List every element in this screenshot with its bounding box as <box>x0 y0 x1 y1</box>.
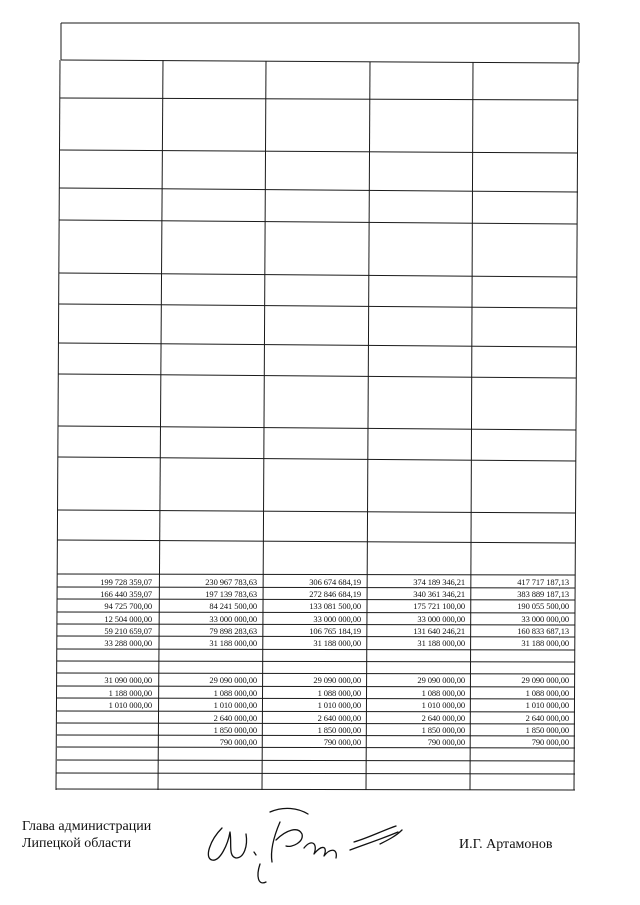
table-cell: 29 090 000,00 <box>521 675 569 685</box>
table-cell: 31 188 000,00 <box>209 638 257 648</box>
table-cell: 166 440 359,07 <box>100 589 152 599</box>
table-cell: 790 000,00 <box>531 737 569 747</box>
table-cell: 84 241 500,00 <box>209 601 257 611</box>
table-cell: 160 833 687,13 <box>517 626 569 636</box>
handwritten-signature <box>200 800 420 890</box>
table-cell: 1 088 000,00 <box>421 688 465 698</box>
table-cell: 1 188 000,00 <box>108 688 152 698</box>
table-cell: 1 010 000,00 <box>421 700 465 710</box>
table-cell: 94 725 700,00 <box>104 601 152 611</box>
table-cell: 12 504 000,00 <box>104 614 152 624</box>
table-cell: 230 967 783,63 <box>205 577 257 587</box>
table-cell: 1 850 000,00 <box>317 725 361 735</box>
table-cell: 59 210 659,07 <box>104 626 152 636</box>
table-cell: 79 898 283,63 <box>209 626 257 636</box>
signatory-name: И.Г. Артамонов <box>459 837 553 852</box>
table-cell: 340 361 346,21 <box>413 589 465 599</box>
table-cell: 1 010 000,00 <box>213 700 257 710</box>
table-cell: 272 846 684,19 <box>309 589 361 599</box>
signatory-title-line1: Глава администрации <box>22 819 152 834</box>
table-cell: 2 640 000,00 <box>317 713 361 723</box>
table-cell: 29 090 000,00 <box>209 675 257 685</box>
table-cell: 31 188 000,00 <box>417 638 465 648</box>
table-cell: 417 717 187,13 <box>517 577 569 587</box>
table-cell: 31 090 000,00 <box>104 675 152 685</box>
table-cell: 1 850 000,00 <box>213 725 257 735</box>
table-cell: 190 055 500,00 <box>517 601 569 611</box>
table-cell: 374 189 346,21 <box>413 577 465 587</box>
table-cell: 1 010 000,00 <box>525 700 569 710</box>
table-cell: 1 010 000,00 <box>317 700 361 710</box>
table-cell: 2 640 000,00 <box>525 713 569 723</box>
table-cell: 33 000 000,00 <box>417 614 465 624</box>
table-cell: 1 850 000,00 <box>421 725 465 735</box>
table-cell: 33 000 000,00 <box>209 614 257 624</box>
table-cell: 306 674 684,19 <box>309 577 361 587</box>
table-cell: 31 188 000,00 <box>521 638 569 648</box>
table-cell: 33 000 000,00 <box>521 614 569 624</box>
table-cell: 31 188 000,00 <box>313 638 361 648</box>
table-cell: 1 088 000,00 <box>213 688 257 698</box>
table-cell: 33 288 000,00 <box>104 638 152 648</box>
table-cell: 383 889 187,13 <box>517 589 569 599</box>
table-cell: 1 088 000,00 <box>317 688 361 698</box>
table-cell: 1 850 000,00 <box>525 725 569 735</box>
signatory-title <box>22 818 151 852</box>
table-cell: 33 000 000,00 <box>313 614 361 624</box>
table-cell: 131 640 246,21 <box>413 626 465 636</box>
table-cell: 29 090 000,00 <box>313 675 361 685</box>
table-cell: 790 000,00 <box>219 737 257 747</box>
table-cell: 790 000,00 <box>427 737 465 747</box>
table-cell: 199 728 359,07 <box>100 577 152 587</box>
table-cell: 29 090 000,00 <box>417 675 465 685</box>
table-cell: 175 721 100,00 <box>413 601 465 611</box>
table-cell: 790 000,00 <box>323 737 361 747</box>
table-cell: 133 081 500,00 <box>309 601 361 611</box>
table-cell: 2 640 000,00 <box>213 713 257 723</box>
table-cell: 2 640 000,00 <box>421 713 465 723</box>
table-cell: 1 088 000,00 <box>525 688 569 698</box>
table-cell: 1 010 000,00 <box>108 700 152 710</box>
table-cell: 106 765 184,19 <box>309 626 361 636</box>
table-cell: 197 139 783,63 <box>205 589 257 599</box>
signatory-title-line2: Липецкой области <box>22 836 132 851</box>
